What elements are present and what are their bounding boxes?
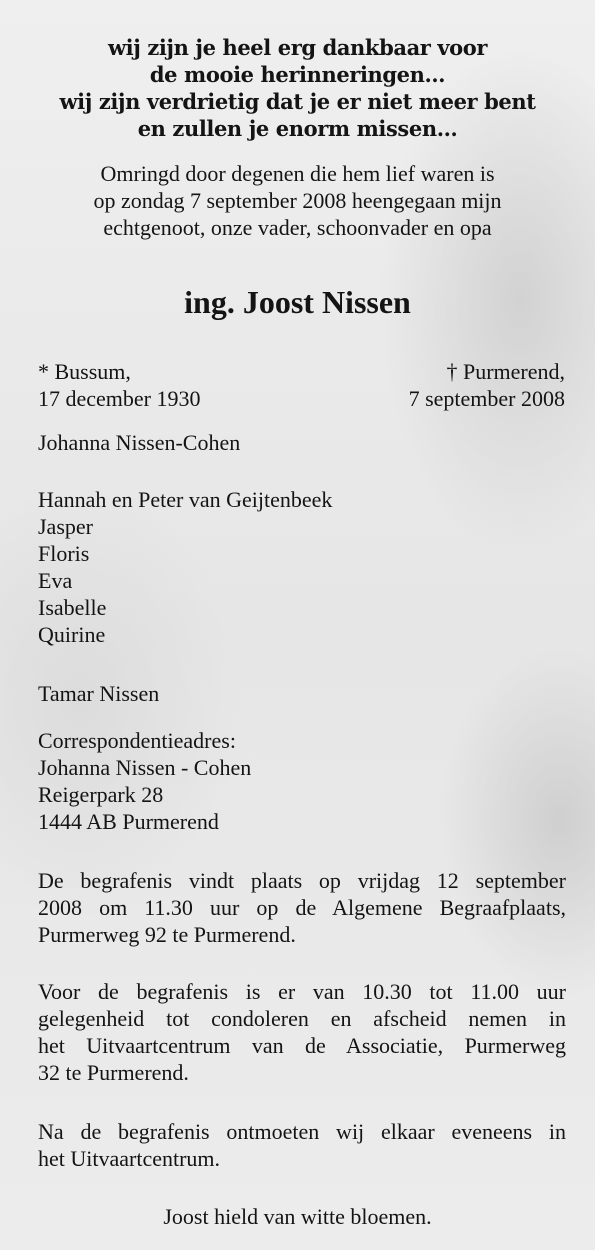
family-member: Quirine — [38, 622, 106, 647]
address-line: Johanna Nissen - Cohen — [38, 755, 252, 780]
family-member: Hannah en Peter van Geijtenbeek — [38, 487, 333, 512]
birth-info — [38, 358, 201, 412]
verse-line: en zullen je enorm missen… — [137, 116, 458, 141]
verse-line: de mooie herinneringen… — [149, 62, 446, 87]
closing-line: Joost hield van witte bloemen. — [163, 1204, 432, 1229]
family-member: Floris — [38, 541, 90, 566]
family-member: Eva — [38, 568, 73, 593]
condolence-line: het Uitvaartcentrum van de Associatie, Purmerweg — [38, 1033, 566, 1058]
address-line: Correspondentieadres: — [38, 728, 236, 753]
birth-place: * Bussum, — [38, 359, 131, 384]
spouse-name: Johanna Nissen-Cohen — [38, 430, 241, 455]
family-list — [38, 486, 332, 648]
condolence-info — [38, 978, 566, 1086]
family-member: Isabelle — [38, 595, 107, 620]
after-line: Na de begrafenis ontmoeten wij elkaar eveneens in — [38, 1119, 566, 1144]
announcement-intro — [0, 160, 595, 241]
intro-line: Omringd door degenen die hem lief waren is — [100, 161, 495, 186]
condolence-line: Voor de begrafenis is er van 10.30 tot 11.00 uur — [38, 979, 566, 1004]
funeral-line: Purmerweg 92 te Purmerend. — [38, 922, 296, 947]
funeral-line: De begrafenis vindt plaats op vrijdag 12 september — [38, 868, 566, 893]
verse-line: wij zijn je heel erg dankbaar voor — [107, 35, 488, 60]
intro-line: op zondag 7 september 2008 heengegaan mijn — [93, 188, 502, 213]
condolence-line: 32 te Purmerend. — [38, 1060, 189, 1085]
intro-line: echtgenoot, onze vader, schoonvader en opa — [103, 215, 492, 240]
condolence-line: gelegenheid tot condoleren en afscheid nemen in — [38, 1006, 566, 1031]
birth-date: 17 december 1930 — [38, 386, 201, 411]
funeral-info — [38, 867, 566, 948]
family-member: Jasper — [38, 514, 93, 539]
opening-verse — [0, 34, 595, 142]
correspondence-address — [38, 727, 251, 835]
funeral-line: 2008 om 11.30 uur op de Algemene Begraafplaats, — [38, 895, 566, 920]
address-line: Reigerpark 28 — [38, 782, 164, 807]
death-place: † Purmerend, — [446, 359, 565, 384]
death-date: 7 september 2008 — [408, 386, 565, 411]
after-line: het Uitvaartcentrum. — [38, 1146, 221, 1171]
family-member-tamar: Tamar Nissen — [38, 681, 160, 706]
verse-line: wij zijn verdrietig dat je er niet meer bent — [59, 89, 536, 114]
death-info — [409, 358, 565, 412]
deceased-name: ing. Joost Nissen — [184, 284, 411, 320]
after-funeral-info — [38, 1118, 566, 1172]
address-line: 1444 AB Purmerend — [38, 809, 219, 834]
